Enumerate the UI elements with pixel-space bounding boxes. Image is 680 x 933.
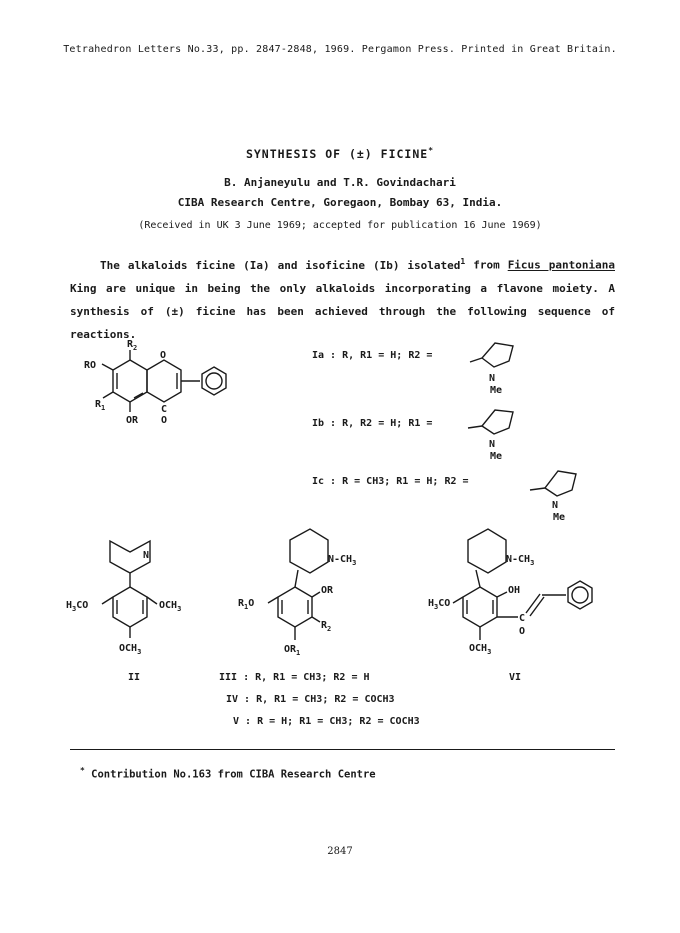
series-v: V : R = H; R1 = CH3; R2 = COCH3 [233, 716, 420, 727]
body-text-1: The alkaloids ficine (Ia) and isoficine (Ib) isolated [100, 258, 461, 272]
label-r2: $R_2$ [127, 339, 138, 352]
substituent-ib-n: N [489, 439, 496, 450]
substituent-ia-me: Me [490, 385, 503, 396]
footnote [80, 766, 376, 781]
substituent-ib-me: Me [490, 451, 503, 462]
reference-mark: 1 [460, 257, 466, 266]
compound-vi-carbonyl-c: C [519, 613, 526, 624]
compound-ii-och3-bottom: $OCH_3$ [119, 643, 142, 656]
authors: B. Anjaneyulu and T.R. Govindachari [224, 176, 456, 189]
compound-vi-och3: $OCH_3$ [469, 643, 492, 656]
footnote-rule [70, 749, 615, 750]
compound-vi [428, 529, 592, 656]
footnote-mark: * [80, 766, 85, 775]
body-text-3: King are unique in being the only alkaloids incorporating a flavone moiety. A synthesis of (±) ficine has been achieved through the following sequence of reactions. [70, 281, 615, 341]
compound-ii-h3co: $H_3CO$ [66, 600, 89, 613]
species-name: Ficus pantoniana [507, 258, 615, 272]
label-or: OR [126, 415, 139, 426]
substituent-ib [312, 410, 513, 462]
footnote-text: Contribution No.163 from CIBA Research Centre [91, 768, 376, 781]
compound-ii-och3-right: $OCH_3$ [159, 600, 182, 613]
substituent-ic [312, 471, 576, 523]
label-ro: RO [84, 360, 97, 371]
substituent-ia-text: Ia : R, R1 = H; R2 = [312, 350, 433, 361]
substituent-ic-me: Me [553, 512, 566, 523]
substituent-ib-text: Ib : R, R2 = H; R1 = [312, 418, 433, 429]
compound-iii-v [238, 529, 356, 657]
compound-iii-n-ch3: $N-CH_3$ [328, 554, 357, 567]
substituent-ic-n: N [552, 500, 559, 511]
title-text: SYNTHESIS OF (±) FICINE [245, 146, 429, 161]
compound-vi-n-ch3: $N-CH_3$ [506, 554, 535, 567]
compound-iii-r2: $R_2$ [321, 620, 332, 633]
label-r1: $R_1$ [95, 399, 106, 412]
compound-iii-or1: $OR_1$ [284, 644, 301, 657]
compound-vi-carbonyl-o: O [519, 626, 526, 637]
flavone-structure [84, 339, 226, 426]
page-number: 2847 [327, 846, 353, 857]
substituent-ia-n: N [489, 373, 496, 384]
received-dates: (Received in UK 3 June 1969; accepted for publication 16 June 1969) [138, 220, 542, 231]
body-text-2: from [465, 258, 508, 272]
label-carbonyl-o: O [161, 415, 168, 426]
series-iii: III : R, R1 = CH3; R2 = H [219, 672, 370, 683]
compound-iii-r1o: $R_1O$ [238, 598, 255, 611]
label-ring-o: O [160, 350, 167, 361]
compound-label-vi: VI [509, 672, 522, 683]
journal-header: Tetrahedron Letters No.33, pp. 2847-2848, 1969. Pergamon Press. Printed in Great Britain. [63, 44, 617, 55]
label-carbonyl-c: C [161, 404, 168, 415]
compound-vi-oh: OH [508, 585, 521, 596]
substituent-ic-text: Ic : R = CH3; R1 = H; R2 = [312, 476, 469, 487]
compound-iii-or: OR [321, 585, 334, 596]
affiliation: CIBA Research Centre, Goregaon, Bombay 63, India. [177, 196, 503, 209]
compound-ii [66, 541, 181, 656]
compound-ii-n: N [143, 550, 150, 561]
compound-vi-h3co: $H_3CO$ [428, 598, 451, 611]
series-iv: IV : R, R1 = CH3; R2 = COCH3 [226, 694, 395, 705]
substituent-ia [312, 343, 513, 396]
title-footnote-mark: * [428, 146, 435, 155]
compound-label-ii: II [128, 672, 141, 683]
